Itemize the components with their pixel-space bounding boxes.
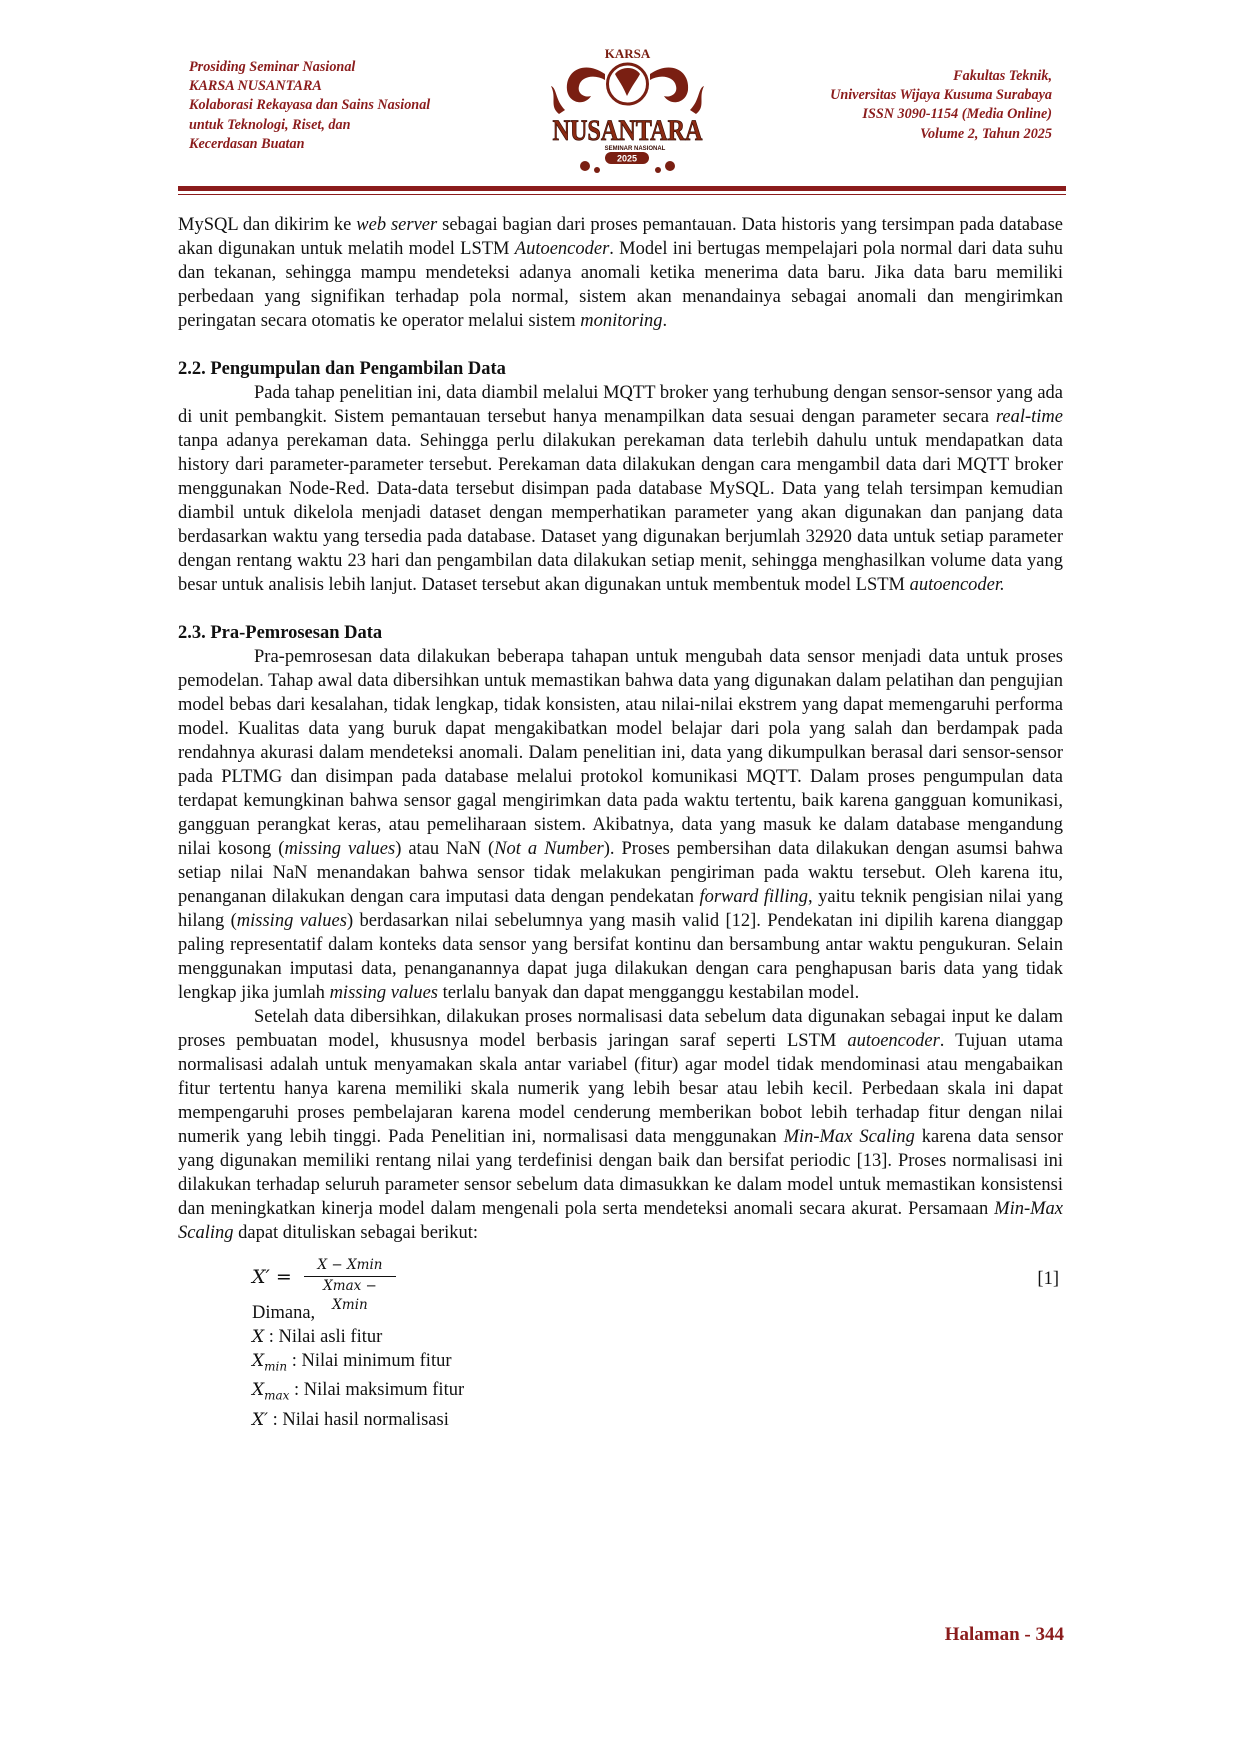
definition-item: X : Nilai asli fitur <box>252 1327 383 1347</box>
karsa-nusantara-logo <box>545 40 710 178</box>
header-right-line: Fakultas Teknik, <box>953 68 1052 84</box>
section-2-3-paragraph-1: Pra-pemrosesan data dilakukan beberapa tahapan untuk mengubah data sensor menjadi data untuk proses pemodelan. Tahap awal data dibersihkan untuk memastikan bahwa data yang digunakan dalam pelatihan dan pengujian model bebas dari kesalahan, tidak lengkap, tidak konsisten, atau nilai-nilai ekstrem yang dapat memengaruhi performa model. Kualitas data yang buruk dapat mengakibatkan model belajar dari pola yang salah dan berdampak pada rendahnya akurasi dalam mendeteksi anomali. Dalam penelitian ini, data yang dikumpulkan berasal dari sensor-sensor pada PLTMG dan disimpan pada database melalui protokol komunikasi MQTT. Dalam proses pengumpulan data terdapat kemungkinan bahwa sensor gagal mengirimkan data pada waktu tertentu, baik karena gangguan komunikasi, gangguan perangkat keras, atau pemeliharaan sistem. Akibatnya, data yang masuk ke dalam database mengandung nilai kosong (missing values) atau NaN (Not a Number). Proses pembersihan data dilakukan dengan asumsi bahwa setiap nilai NaN menandakan bahwa sensor tidak melakukan pengiriman pada waktu tersebut. Oleh karena itu, penanganan dilakukan dengan cara imputasi data dengan pendekatan forward filling, yaitu teknik pengisian nilai yang hilang (missing values) berdasarkan nilai sebelumnya yang masih valid [12]. Pendekatan ini dipilih karena dianggap paling representatif dalam konteks data sensor yang bersifat kontinu dan bersambung antar waktu pengukuran. Selain menggunakan imputasi data, penanganannya dapat juga dilakukan dengan cara penghapusan baris data yang tidak lengkap jika jumlah missing values terlalu banyak dan dapat mengganggu kestabilan model. <box>178 647 1064 1003</box>
section-2-2-paragraph: Pada tahap penelitian ini, data diambil melalui MQTT broker yang terhubung dengan sensor-sensor yang ada di unit pembangkit. Sistem pemantauan tersebut hanya menampilkan data sesuai dengan parameter secara real-time tanpa adanya perekaman data. Sehingga perlu dilakukan perekaman data terlebih dahulu untuk mendapatkan data history dari parameter-parameter tersebut. Perekaman data dilakukan dengan cara mengambil data dari MQTT broker menggunakan Node-Red. Data-data tersebut disimpan pada database MySQL. Data yang telah tersimpan kemudian diambil untuk dikelola menjadi dataset dengan memperhatikan parameter yang akan digunakan dan panjang data berdasarkan waktu yang tersedia pada database. Dataset yang digunakan berjumlah 32920 data untuk setiap parameter dengan rentang waktu 23 hari dan pengambilan data dilakukan setiap menit, sehingga menghasilkan volume data yang besar untuk analisis lebih lanjut. Dataset tersebut akan digunakan untuk membentuk model LSTM autoencoder. <box>178 383 1063 595</box>
formula-denominator: Xmax − Xmin <box>323 1278 377 1313</box>
equation-number: [1] <box>1037 1269 1059 1289</box>
section-heading-2-3: 2.3. Pra-Pemrosesan Data <box>178 623 383 643</box>
header-right-line: ISSN 3090-1154 (Media Online) <box>862 106 1052 123</box>
header-left-line: Prosiding Seminar Nasional <box>189 59 356 75</box>
where-label: Dimana, <box>252 1303 316 1323</box>
header-left-line: untuk Teknologi, Riset, dan <box>189 116 351 133</box>
logo-top-text: KARSA <box>604 46 651 61</box>
page-body <box>178 213 1063 1432</box>
definition-item: $X_{min}$ : Nilai minimum fitur <box>252 1351 452 1374</box>
logo-main-text: NUSANTARA <box>552 114 703 147</box>
header-right-line: Volume 2, Tahun 2025 <box>920 125 1052 142</box>
logo-sub-text: SEMINAR NASIONAL <box>604 146 666 152</box>
formula-definitions <box>178 1301 1063 1432</box>
logo-year: 2025 <box>616 153 638 164</box>
header-divider-thin <box>178 194 1066 195</box>
section-heading-2-2: 2.2. Pengumpulan dan Pengambilan Data <box>178 359 506 379</box>
formula-fraction <box>304 1257 396 1315</box>
header-left-line: Kolaborasi Rekayasa dan Sains Nasional <box>189 97 431 114</box>
header-left-line: KARSA NUSANTARA <box>189 78 322 95</box>
definition-item: X′ : Nilai hasil normalisasi <box>252 1409 449 1430</box>
page-number: Halaman - 344 <box>944 1624 1064 1645</box>
header-left-line: Kecerdasan Buatan <box>189 135 305 152</box>
formula-lhs: X′ = <box>252 1266 292 1288</box>
formula-numerator: X − Xmin <box>304 1257 396 1277</box>
header-divider-thick <box>178 186 1066 191</box>
section-2-3-paragraph-2: Setelah data dibersihkan, dilakukan proses normalisasi data sebelum data digunakan sebagai input ke dalam proses pembuatan model, khususnya model berbasis jaringan saraf seperti LSTM autoencoder. Tujuan utama normalisasi adalah untuk menyamakan skala antar variabel (fitur) agar model tidak mendominasi atau mengabaikan fitur tertentu hanya karena memiliki skala numerik yang lebih besar atau lebih kecil. Perbedaan skala ini dapat mempengaruhi proses pembelajaran karena model cenderung memberikan bobot lebih terhadap fitur dengan nilai numerik yang lebih tinggi. Pada Penelitian ini, normalisasi data menggunakan Min-Max Scaling karena data sensor yang digunakan memiliki rentang nilai yang terdefinisi dengan baik dan bersifat periodic [13]. Proses normalisasi ini dilakukan terhadap seluruh parameter sensor sebelum data dimasukkan ke dalam model untuk memastikan konsistensi dan meningkatkan kinerja model dalam mengenali pola serta mendeteksi anomali secara akurat. Persamaan Min-Max Scaling dapat dituliskan sebagai berikut: <box>178 1007 1064 1243</box>
header-right <box>732 67 1052 144</box>
header-left <box>189 58 509 154</box>
intro-paragraph: MySQL dan dikirim ke web server sebagai bagian dari proses pemantauan. Data historis yang tersimpan pada database akan digunakan untuk melatih model LSTM Autoencoder. Model ini bertugas mempelajari pola normal dari data suhu dan tekanan, sehingga mampu mendeteksi adanya anomali ketika menerima data baru. Jika data baru memiliki perbedaan yang signifikan terhadap pola normal, sistem akan menandainya sebagai anomali dan mengirimkan peringatan secara otomatis ke operator melalui sistem monitoring. <box>178 215 1064 331</box>
header-right-line: Universitas Wijaya Kusuma Surabaya <box>830 87 1052 104</box>
definition-item: $X_{max}$ : Nilai maksimum fitur <box>252 1380 465 1403</box>
